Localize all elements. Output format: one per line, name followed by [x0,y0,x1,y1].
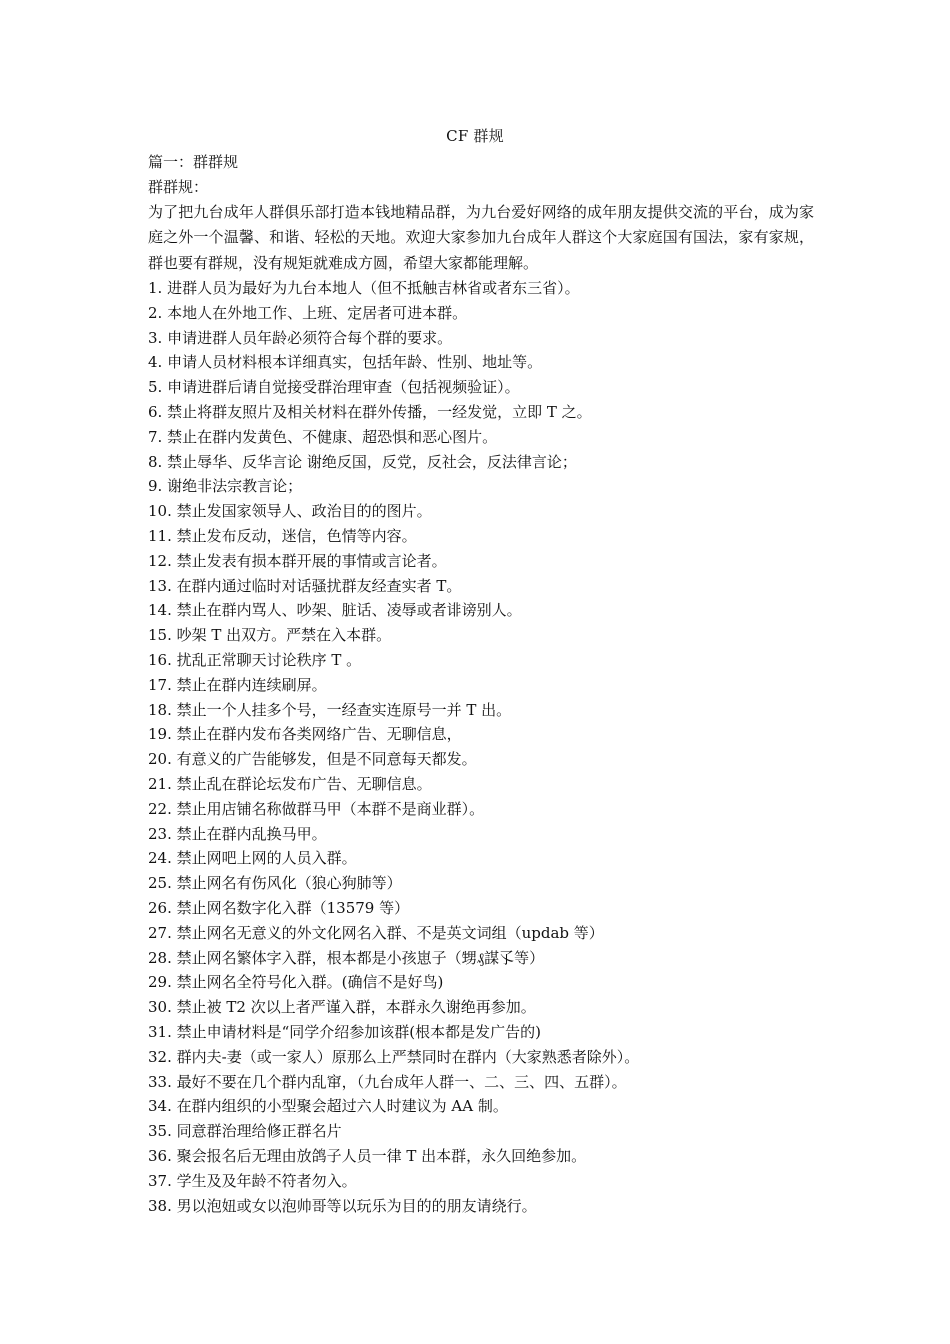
rule-item: 36. 聚会报名后无理由放鸽子人员一律 T 出本群，永久回绝参加。 [148,1146,587,1165]
document-title: CF 群规 [446,127,504,145]
rule-item: 29. 禁止网名全符号化入群。(确信不是好鸟) [148,973,444,992]
rule-item: 7. 禁止在群内发黄色、不健康、超恐惧和恶心图片。 [148,427,498,446]
rule-item: 21. 禁止乱在群论坛发布广告、无聊信息。 [148,775,432,794]
rule-item: 11. 禁止发布反动，迷信，色情等内容。 [148,527,417,546]
rule-item: 31. 禁止申请材料是“同学介绍参加该群(根本都是发广告的) [148,1023,541,1041]
rule-item: 28. 禁止网名繁体字入群，根本都是小孩崽子（甥₰謀孓等） [148,948,545,967]
rule-item: 9. 谢绝非法宗教言论； [148,477,303,496]
rule-item: 13. 在群内通过临时对话骚扰群友经查实者 T。 [148,576,462,595]
intro-paragraph: 为了把九台成年人群俱乐部打造本钱地精品群，为九台爱好网络的成年朋友提供交流的平台，成为家庭之外一个温馨、和谐、轻松的天地。欢迎大家参加九台成年人群这个大家庭国有国法，家有家规，群也要有群规，没有规矩就难成方圆，希望大家都能理解。 [148,202,814,272]
rule-item: 2. 本地人在外地工作、上班、定居者可进本群。 [148,303,468,322]
rule-item: 25. 禁止网名有伤风化（狼心狗肺等） [148,874,402,893]
rule-item: 10. 禁止发国家领导人、政治目的的图片。 [148,502,432,521]
rule-item: 32. 群内夫-妻（或一家人）原那么上严禁同时在群内（大家熟悉者除外）。 [148,1047,640,1066]
rules-list [144,276,810,1218]
rule-item: 14. 禁止在群内骂人、吵架、脏话、凌辱或者诽谤别人。 [148,601,522,620]
rule-item: 24. 禁止网吧上网的人员入群。 [148,849,357,868]
rule-item: 15. 吵架 T 出双方。严禁在入本群。 [148,626,392,645]
section-heading: 篇一：群群规 [148,153,239,171]
rule-item: 37. 学生及及年龄不符者勿入。 [148,1171,357,1190]
rule-item: 3. 申请进群人员年龄必须符合每个群的要求。 [148,328,453,347]
rule-item: 33. 最好不要在几个群内乱窜，（九台成年人群一、二、三、四、五群）。 [148,1072,627,1091]
rule-item: 22. 禁止用店铺名称做群马甲（本群不是商业群）。 [148,799,485,818]
rule-item: 27. 禁止网名无意义的外文化网名入群、不是英文词组（updab 等） [148,923,604,942]
rule-item: 20. 有意义的广告能够发，但是不同意每天都发。 [148,750,477,769]
rule-item: 16. 扰乱正常聊天讨论秩序 T 。 [148,651,362,670]
rule-item: 23. 禁止在群内乱换马甲。 [148,824,327,843]
rule-item: 35. 同意群治理给修正群名片 [148,1122,342,1141]
document-body [144,150,814,1218]
rule-item: 12. 禁止发表有损本群开展的事情或言论者。 [148,551,447,570]
rule-item: 34. 在群内组织的小型聚会超过六人时建议为 AA 制。 [148,1097,508,1116]
rule-item: 6. 禁止将群友照片及相关材料在群外传播，一经发觉，立即 T 之。 [148,403,592,422]
rule-item: 1. 进群人员为最好为九台本地人（但不抵触吉林省或者东三省）。 [148,279,580,298]
rule-item: 5. 申请进群后请自觉接受群治理审查（包括视频验证）。 [148,378,520,397]
rule-item: 26. 禁止网名数字化入群（13579 等） [148,899,410,918]
rule-item: 4. 申请人员材料根本详细真实，包括年龄、性别、地址等。 [148,353,543,372]
rule-item: 18. 禁止一个人挂多个号，一经查实连原号一并 T 出。 [148,700,512,719]
rule-item: 17. 禁止在群内连续刷屏。 [148,675,327,694]
rule-item: 30. 禁止被 T2 次以上者严谨入群，本群永久谢绝再参加。 [148,998,536,1017]
rule-item: 19. 禁止在群内发布各类网络广告、无聊信息， [148,725,462,744]
rule-item: 8. 禁止辱华、反华言论 谢绝反国，反党，反社会，反法律言论； [148,452,577,471]
rule-item: 38. 男以泡妞或女以泡帅哥等以玩乐为目的的朋友请绕行。 [148,1196,537,1215]
subheading: 群群规： [148,177,209,196]
